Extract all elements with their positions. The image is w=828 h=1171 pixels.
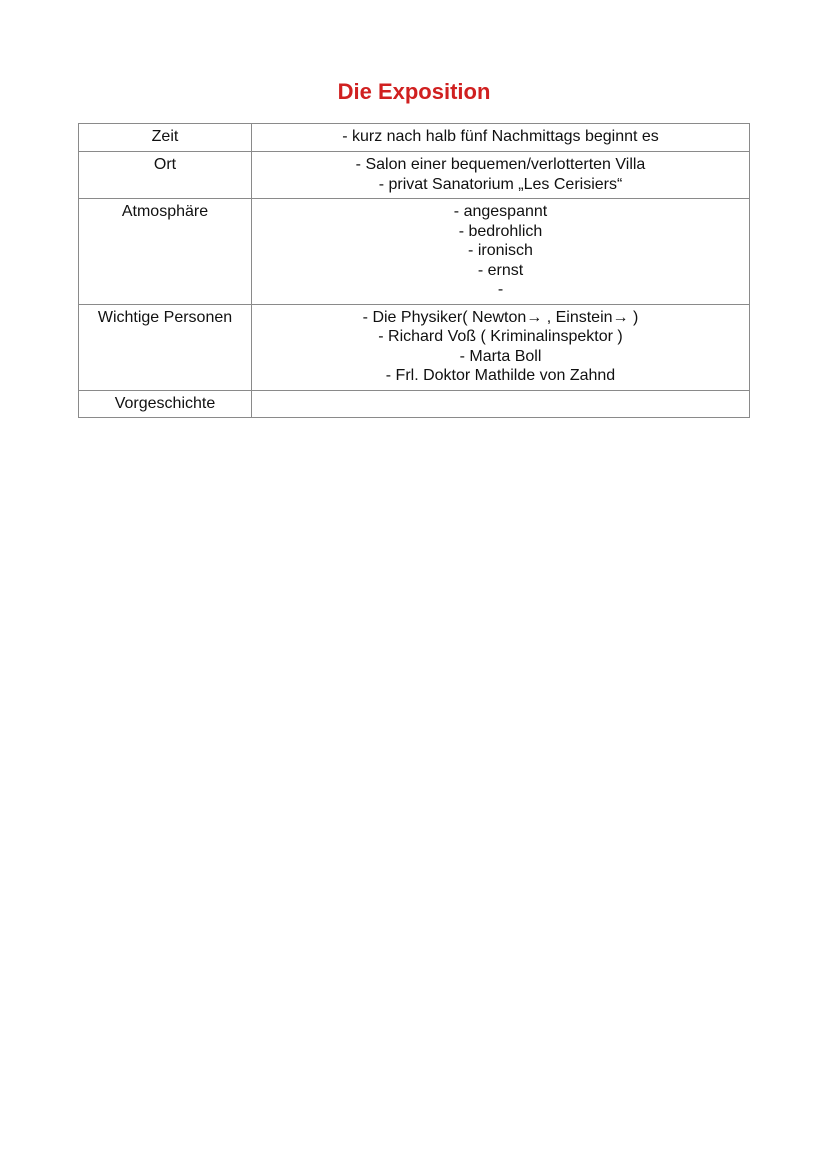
content-line: - kurz nach halb fünf Nachmittags beginnt es	[342, 128, 659, 145]
row-content-wichtige-personen	[252, 304, 750, 390]
row-label-vorgeschichte: Vorgeschichte	[79, 390, 252, 418]
content-line: -	[497, 281, 504, 298]
exposition-table	[78, 123, 750, 418]
content-line: - Die Physiker( Newton→ , Einstein→ )	[362, 308, 639, 326]
row-content-ort	[252, 152, 750, 199]
row-label-ort: Ort	[79, 152, 252, 199]
content-line: - privat Sanatorium „Les Cerisiers“	[378, 175, 623, 193]
content-line: - ironisch	[468, 242, 533, 259]
content-line: - Frl. Doktor Mathilde von Zahnd	[385, 367, 616, 384]
row-content-atmosphaere	[252, 199, 750, 305]
row-label-zeit: Zeit	[79, 124, 252, 152]
row-label-atmosphaere: Atmosphäre	[79, 199, 252, 305]
content-line: - Salon einer bequemen/verlotterten Villa	[355, 156, 646, 173]
content-line: - bedrohlich	[458, 222, 543, 240]
page-title: Die Exposition	[337, 79, 491, 104]
content-line: - angespannt	[453, 203, 548, 220]
row-content-zeit	[252, 124, 750, 152]
table-row-zeit	[79, 124, 750, 152]
table-row-vorgeschichte	[79, 390, 750, 418]
table-row-ort	[79, 152, 750, 199]
table-row-atmosphaere	[79, 199, 750, 305]
table-row-wichtige-personen	[79, 304, 750, 390]
row-label-wichtige-personen: Wichtige Personen	[79, 304, 252, 390]
content-line: - Richard Voß ( Kriminalinspektor )	[378, 328, 623, 345]
content-line: - ernst	[477, 261, 524, 279]
content-line: - Marta Boll	[459, 347, 542, 365]
row-content-vorgeschichte	[252, 390, 750, 418]
